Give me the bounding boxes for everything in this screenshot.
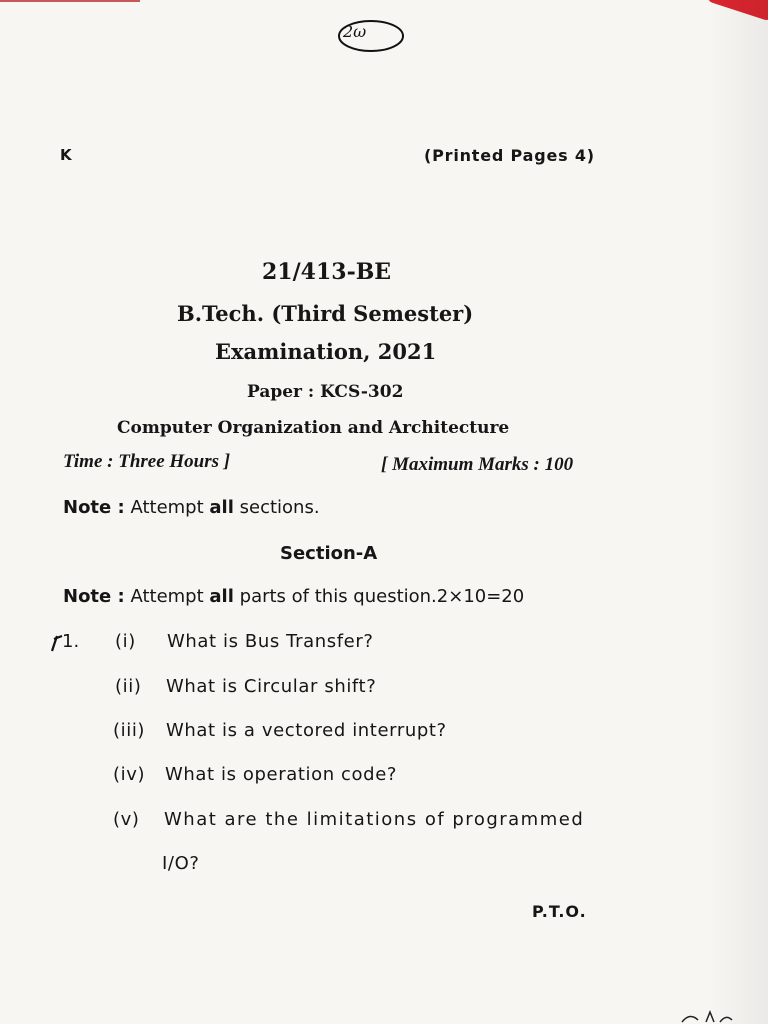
question-number: 1.: [62, 631, 80, 652]
note-section-label: Note :: [63, 586, 125, 607]
part-text: What is Bus Transfer?: [167, 631, 374, 652]
max-marks-line: [ Maximum Marks : 100: [381, 454, 574, 475]
part-number: (iii): [113, 720, 146, 741]
page-edge-shadow: [708, 0, 768, 1024]
time-line: Time : Three Hours ]: [63, 451, 231, 472]
part-text: What are the limitations of programmed: [164, 809, 585, 830]
printed-pages: (Printed Pages 4): [424, 146, 595, 165]
part-number: (i): [115, 631, 136, 652]
note-top-label: Note :: [63, 497, 125, 518]
pto-label: P.T.O.: [532, 902, 587, 921]
top-edge-line: [0, 0, 140, 2]
part-text-continuation: I/O?: [162, 853, 200, 874]
handwritten-mark-text: 2ω: [343, 22, 367, 41]
note-section-emph: all: [209, 586, 234, 607]
subject-title: Computer Organization and Architecture: [117, 418, 510, 438]
exam-title: Examination, 2021: [215, 339, 437, 364]
part-text: What is Circular shift?: [166, 676, 377, 697]
note-top-pre: Attempt: [130, 497, 204, 518]
note-top-emph: all: [209, 497, 234, 518]
program-title: B.Tech. (Third Semester): [177, 301, 474, 326]
note-top-post: sections.: [239, 497, 320, 518]
note-section-pre: Attempt: [130, 586, 204, 607]
note-top: [63, 497, 320, 518]
section-title: Section-A: [280, 543, 378, 564]
paper-line: Paper : KCS-302: [247, 382, 404, 402]
part-number: (v): [113, 809, 140, 830]
part-number: (iv): [113, 764, 146, 785]
part-number: (ii): [115, 676, 142, 697]
note-section-post: parts of this question.2×10=20: [239, 586, 525, 607]
paper-code-title: 21/413-BE: [262, 259, 392, 285]
code-letter: K: [60, 146, 72, 164]
bottom-scribble: [680, 1010, 740, 1024]
part-text: What is operation code?: [165, 764, 398, 785]
note-section: [63, 586, 524, 607]
part-text: What is a vectored interrupt?: [166, 720, 447, 741]
